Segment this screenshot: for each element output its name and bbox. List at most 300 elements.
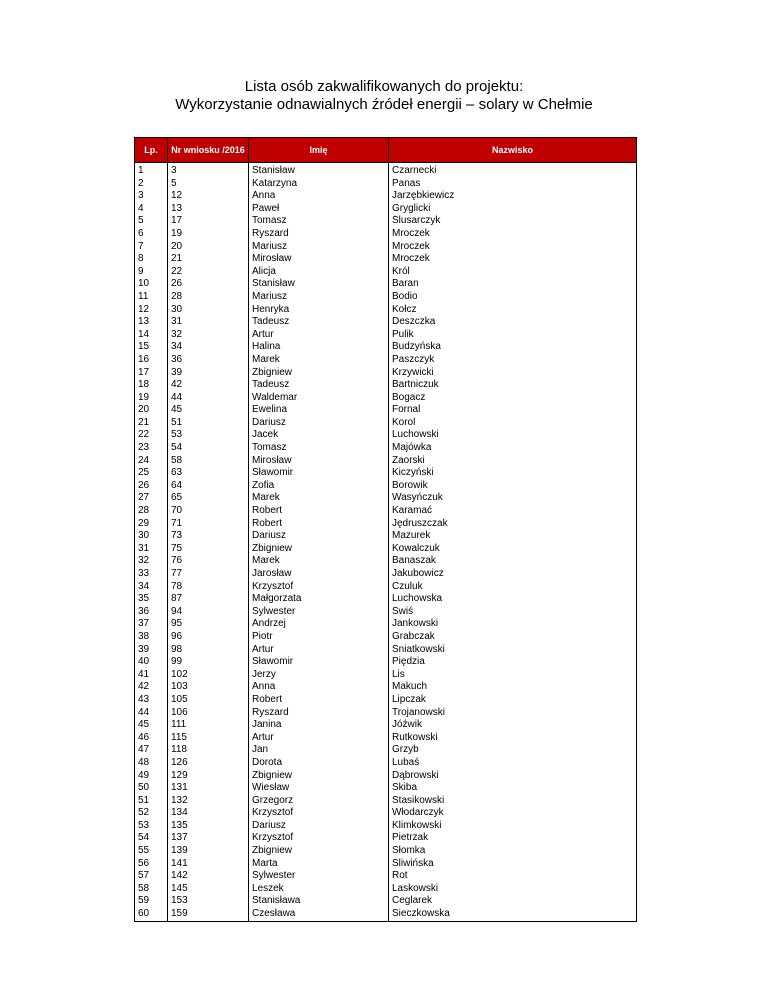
cell-first-name: Ryszard (249, 228, 389, 241)
cell-first-name: Katarzyna (249, 178, 389, 191)
cell-last-name: Jóźwik (389, 719, 637, 732)
cell-lp: 18 (135, 379, 168, 392)
cell-application-number: 129 (168, 770, 249, 783)
cell-first-name: Tomasz (249, 215, 389, 228)
cell-last-name: Mroczek (389, 241, 637, 254)
table-row (135, 782, 637, 795)
cell-lp: 22 (135, 429, 168, 442)
cell-lp: 54 (135, 832, 168, 845)
cell-last-name: Zaorski (389, 455, 637, 468)
cell-last-name: Mroczek (389, 228, 637, 241)
cell-last-name: Majówka (389, 442, 637, 455)
cell-lp: 29 (135, 518, 168, 531)
cell-first-name: Mirosław (249, 455, 389, 468)
cell-first-name: Marek (249, 492, 389, 505)
cell-last-name: Pulik (389, 329, 637, 342)
cell-last-name: Ślusarczyk (389, 215, 637, 228)
cell-last-name: Czarnecki (389, 165, 637, 178)
cell-first-name: Leszek (249, 883, 389, 896)
cell-application-number: 126 (168, 757, 249, 770)
header-application-number: Nr wniosku /2016 (168, 138, 249, 163)
cell-last-name: Makuch (389, 681, 637, 694)
cell-lp: 25 (135, 467, 168, 480)
cell-application-number: 42 (168, 379, 249, 392)
cell-lp: 57 (135, 870, 168, 883)
cell-last-name: Czuluk (389, 581, 637, 594)
document-title (0, 78, 768, 114)
table-row (135, 707, 637, 720)
cell-last-name: Karamać (389, 505, 637, 518)
cell-first-name: Jan (249, 744, 389, 757)
cell-lp: 3 (135, 190, 168, 203)
cell-first-name: Krzysztof (249, 807, 389, 820)
cell-last-name: Śniatkowski (389, 644, 637, 657)
cell-application-number: 54 (168, 442, 249, 455)
cell-lp: 49 (135, 770, 168, 783)
cell-lp: 48 (135, 757, 168, 770)
table-row (135, 807, 637, 820)
table-row (135, 329, 637, 342)
cell-lp: 4 (135, 203, 168, 216)
table-row (135, 492, 637, 505)
table-row (135, 744, 637, 757)
cell-lp: 24 (135, 455, 168, 468)
cell-first-name: Marek (249, 555, 389, 568)
cell-lp: 60 (135, 908, 168, 921)
cell-last-name: Włodarczyk (389, 807, 637, 820)
cell-application-number: 102 (168, 669, 249, 682)
cell-application-number: 75 (168, 543, 249, 556)
cell-last-name: Kowalczuk (389, 543, 637, 556)
cell-lp: 6 (135, 228, 168, 241)
cell-first-name: Małgorzata (249, 593, 389, 606)
cell-application-number: 26 (168, 278, 249, 291)
cell-application-number: 53 (168, 429, 249, 442)
cell-first-name: Artur (249, 329, 389, 342)
cell-last-name: Mroczek (389, 253, 637, 266)
cell-first-name: Ryszard (249, 707, 389, 720)
cell-last-name: Mazurek (389, 530, 637, 543)
cell-last-name: Krzywicki (389, 367, 637, 380)
cell-first-name: Robert (249, 694, 389, 707)
table-row (135, 480, 637, 493)
cell-lp: 46 (135, 732, 168, 745)
cell-application-number: 71 (168, 518, 249, 531)
cell-last-name: Król (389, 266, 637, 279)
cell-first-name: Ewelina (249, 404, 389, 417)
cell-first-name: Stanisława (249, 895, 389, 908)
cell-first-name: Grzegorz (249, 795, 389, 808)
table-row (135, 253, 637, 266)
cell-application-number: 45 (168, 404, 249, 417)
cell-first-name: Stanisław (249, 278, 389, 291)
cell-application-number: 105 (168, 694, 249, 707)
table-row (135, 241, 637, 254)
cell-last-name: Pietrzak (389, 832, 637, 845)
cell-application-number: 134 (168, 807, 249, 820)
table-row (135, 530, 637, 543)
table-row (135, 883, 637, 896)
cell-lp: 44 (135, 707, 168, 720)
cell-first-name: Robert (249, 518, 389, 531)
cell-first-name: Sławomir (249, 467, 389, 480)
cell-application-number: 142 (168, 870, 249, 883)
cell-lp: 38 (135, 631, 168, 644)
cell-lp: 8 (135, 253, 168, 266)
table-row (135, 618, 637, 631)
cell-application-number: 34 (168, 341, 249, 354)
cell-application-number: 115 (168, 732, 249, 745)
table-row (135, 316, 637, 329)
cell-lp: 11 (135, 291, 168, 304)
cell-first-name: Tadeusz (249, 316, 389, 329)
cell-last-name: Kiczyński (389, 467, 637, 480)
cell-first-name: Artur (249, 732, 389, 745)
table-row (135, 555, 637, 568)
cell-application-number: 103 (168, 681, 249, 694)
cell-last-name: Budzyńska (389, 341, 637, 354)
cell-last-name: Stasikowski (389, 795, 637, 808)
cell-first-name: Sylwester (249, 606, 389, 619)
table-row (135, 770, 637, 783)
table-row (135, 820, 637, 833)
table-row (135, 367, 637, 380)
cell-application-number: 135 (168, 820, 249, 833)
cell-application-number: 145 (168, 883, 249, 896)
table-row (135, 832, 637, 845)
cell-last-name: Grabczak (389, 631, 637, 644)
cell-lp: 56 (135, 858, 168, 871)
table-row (135, 757, 637, 770)
table-row (135, 795, 637, 808)
cell-last-name: Słomka (389, 845, 637, 858)
cell-first-name: Anna (249, 190, 389, 203)
cell-application-number: 87 (168, 593, 249, 606)
table-row (135, 518, 637, 531)
cell-last-name: Luchowska (389, 593, 637, 606)
cell-last-name: Baran (389, 278, 637, 291)
cell-application-number: 111 (168, 719, 249, 732)
cell-application-number: 99 (168, 656, 249, 669)
cell-first-name: Anna (249, 681, 389, 694)
cell-last-name: Dąbrowski (389, 770, 637, 783)
cell-lp: 34 (135, 581, 168, 594)
cell-first-name: Dariusz (249, 417, 389, 430)
cell-first-name: Jerzy (249, 669, 389, 682)
table-row (135, 354, 637, 367)
table-row (135, 732, 637, 745)
cell-last-name: Świś (389, 606, 637, 619)
cell-application-number: 3 (168, 165, 249, 178)
cell-application-number: 19 (168, 228, 249, 241)
cell-application-number: 98 (168, 644, 249, 657)
cell-application-number: 65 (168, 492, 249, 505)
table-row (135, 404, 637, 417)
table-row (135, 304, 637, 317)
cell-last-name: Wasyńczuk (389, 492, 637, 505)
table-row (135, 870, 637, 883)
cell-lp: 30 (135, 530, 168, 543)
cell-last-name: Trojanowski (389, 707, 637, 720)
header-lp: Lp. (135, 138, 168, 163)
cell-lp: 21 (135, 417, 168, 430)
table-row (135, 568, 637, 581)
cell-application-number: 22 (168, 266, 249, 279)
cell-last-name: Śliwińska (389, 858, 637, 871)
cell-lp: 43 (135, 694, 168, 707)
cell-application-number: 17 (168, 215, 249, 228)
cell-lp: 15 (135, 341, 168, 354)
cell-last-name: Jędruszczak (389, 518, 637, 531)
cell-application-number: 73 (168, 530, 249, 543)
cell-last-name: Bogacz (389, 392, 637, 405)
cell-last-name: Borowik (389, 480, 637, 493)
cell-last-name: Lis (389, 669, 637, 682)
table-row (135, 442, 637, 455)
table-row (135, 895, 637, 908)
cell-lp: 26 (135, 480, 168, 493)
table-row (135, 845, 637, 858)
cell-lp: 13 (135, 316, 168, 329)
cell-application-number: 36 (168, 354, 249, 367)
cell-first-name: Dariusz (249, 530, 389, 543)
cell-application-number: 76 (168, 555, 249, 568)
cell-first-name: Andrzej (249, 618, 389, 631)
table-row (135, 417, 637, 430)
cell-application-number: 39 (168, 367, 249, 380)
cell-first-name: Stanisław (249, 165, 389, 178)
table-row (135, 543, 637, 556)
cell-first-name: Sławomir (249, 656, 389, 669)
cell-application-number: 77 (168, 568, 249, 581)
cell-lp: 52 (135, 807, 168, 820)
cell-lp: 33 (135, 568, 168, 581)
cell-application-number: 58 (168, 455, 249, 468)
cell-last-name: Kołcz (389, 304, 637, 317)
cell-application-number: 94 (168, 606, 249, 619)
participants-table (134, 137, 637, 922)
cell-last-name: Rutkowski (389, 732, 637, 745)
cell-lp: 31 (135, 543, 168, 556)
cell-application-number: 21 (168, 253, 249, 266)
cell-application-number: 44 (168, 392, 249, 405)
cell-application-number: 132 (168, 795, 249, 808)
cell-lp: 1 (135, 165, 168, 178)
cell-first-name: Zbigniew (249, 367, 389, 380)
cell-application-number: 12 (168, 190, 249, 203)
cell-application-number: 118 (168, 744, 249, 757)
cell-lp: 35 (135, 593, 168, 606)
cell-lp: 41 (135, 669, 168, 682)
table-row (135, 505, 637, 518)
table-row (135, 429, 637, 442)
cell-first-name: Henryka (249, 304, 389, 317)
cell-lp: 58 (135, 883, 168, 896)
cell-first-name: Artur (249, 644, 389, 657)
cell-lp: 2 (135, 178, 168, 191)
cell-last-name: Paszczyk (389, 354, 637, 367)
cell-application-number: 28 (168, 291, 249, 304)
cell-application-number: 153 (168, 895, 249, 908)
table-row (135, 606, 637, 619)
cell-application-number: 78 (168, 581, 249, 594)
cell-first-name: Mariusz (249, 291, 389, 304)
header-row (135, 138, 637, 163)
cell-first-name: Dariusz (249, 820, 389, 833)
table-row (135, 644, 637, 657)
table-header (135, 138, 637, 163)
cell-first-name: Zbigniew (249, 845, 389, 858)
cell-lp: 20 (135, 404, 168, 417)
cell-application-number: 106 (168, 707, 249, 720)
cell-first-name: Sylwester (249, 870, 389, 883)
cell-first-name: Marek (249, 354, 389, 367)
cell-first-name: Piotr (249, 631, 389, 644)
cell-first-name: Zbigniew (249, 543, 389, 556)
table-row (135, 467, 637, 480)
cell-lp: 23 (135, 442, 168, 455)
cell-first-name: Krzysztof (249, 832, 389, 845)
cell-application-number: 139 (168, 845, 249, 858)
cell-application-number: 96 (168, 631, 249, 644)
cell-first-name: Alicja (249, 266, 389, 279)
header-first-name: Imię (249, 138, 389, 163)
table-row (135, 694, 637, 707)
cell-application-number: 31 (168, 316, 249, 329)
table-row (135, 228, 637, 241)
cell-first-name: Krzysztof (249, 581, 389, 594)
cell-last-name: Sieczkowska (389, 908, 637, 921)
cell-application-number: 70 (168, 505, 249, 518)
cell-application-number: 5 (168, 178, 249, 191)
cell-first-name: Dorota (249, 757, 389, 770)
cell-last-name: Laskowski (389, 883, 637, 896)
cell-lp: 42 (135, 681, 168, 694)
title-line-2: Wykorzystanie odnawialnych źródeł energii – solary w Chełmie (175, 96, 593, 113)
cell-lp: 17 (135, 367, 168, 380)
cell-application-number: 13 (168, 203, 249, 216)
table-row (135, 291, 637, 304)
cell-lp: 16 (135, 354, 168, 367)
table-row (135, 203, 637, 216)
table-row (135, 593, 637, 606)
cell-last-name: Bartniczuk (389, 379, 637, 392)
table-row (135, 719, 637, 732)
table-row (135, 178, 637, 191)
cell-first-name: Mirosław (249, 253, 389, 266)
cell-lp: 37 (135, 618, 168, 631)
cell-lp: 47 (135, 744, 168, 757)
table-row (135, 631, 637, 644)
cell-last-name: Deszczka (389, 316, 637, 329)
cell-first-name: Tomasz (249, 442, 389, 455)
cell-application-number: 51 (168, 417, 249, 430)
cell-last-name: Lipczak (389, 694, 637, 707)
cell-first-name: Robert (249, 505, 389, 518)
cell-last-name: Jankowski (389, 618, 637, 631)
cell-application-number: 131 (168, 782, 249, 795)
cell-first-name: Mariusz (249, 241, 389, 254)
cell-lp: 9 (135, 266, 168, 279)
cell-last-name: Bodio (389, 291, 637, 304)
cell-application-number: 141 (168, 858, 249, 871)
cell-application-number: 63 (168, 467, 249, 480)
cell-last-name: Grzyb (389, 744, 637, 757)
table-row (135, 341, 637, 354)
cell-first-name: Czesława (249, 908, 389, 921)
cell-last-name: Luchowski (389, 429, 637, 442)
cell-lp: 14 (135, 329, 168, 342)
cell-lp: 50 (135, 782, 168, 795)
cell-lp: 36 (135, 606, 168, 619)
table-row (135, 278, 637, 291)
cell-first-name: Janina (249, 719, 389, 732)
cell-first-name: Jarosław (249, 568, 389, 581)
cell-last-name: Jarzębkiewicz (389, 190, 637, 203)
cell-last-name: Gryglicki (389, 203, 637, 216)
cell-lp: 28 (135, 505, 168, 518)
cell-first-name: Jacek (249, 429, 389, 442)
cell-first-name: Zbigniew (249, 770, 389, 783)
table-body (135, 163, 637, 922)
cell-last-name: Jakubowicz (389, 568, 637, 581)
cell-last-name: Korol (389, 417, 637, 430)
cell-first-name: Waldemar (249, 392, 389, 405)
cell-last-name: Ceglarek (389, 895, 637, 908)
cell-first-name: Tadeusz (249, 379, 389, 392)
cell-application-number: 32 (168, 329, 249, 342)
cell-lp: 19 (135, 392, 168, 405)
cell-first-name: Halina (249, 341, 389, 354)
table-row (135, 656, 637, 669)
cell-last-name: Banaszak (389, 555, 637, 568)
table-row (135, 858, 637, 871)
cell-last-name: Klimkowski (389, 820, 637, 833)
table-row (135, 379, 637, 392)
cell-lp: 10 (135, 278, 168, 291)
table-row (135, 908, 637, 921)
cell-application-number: 95 (168, 618, 249, 631)
cell-last-name: Piędzia (389, 656, 637, 669)
table-row (135, 215, 637, 228)
table-row (135, 190, 637, 203)
table-row (135, 669, 637, 682)
cell-first-name: Marta (249, 858, 389, 871)
cell-first-name: Paweł (249, 203, 389, 216)
cell-last-name: Rot (389, 870, 637, 883)
cell-application-number: 159 (168, 908, 249, 921)
cell-application-number: 137 (168, 832, 249, 845)
cell-first-name: Zofia (249, 480, 389, 493)
table-row (135, 392, 637, 405)
cell-application-number: 30 (168, 304, 249, 317)
cell-application-number: 64 (168, 480, 249, 493)
cell-lp: 59 (135, 895, 168, 908)
cell-lp: 32 (135, 555, 168, 568)
cell-last-name: Fornal (389, 404, 637, 417)
table-row (135, 681, 637, 694)
cell-lp: 51 (135, 795, 168, 808)
table-row (135, 165, 637, 178)
cell-lp: 39 (135, 644, 168, 657)
title-line-1: Lista osób zakwalifikowanych do projektu: (244, 78, 524, 95)
cell-lp: 5 (135, 215, 168, 228)
cell-lp: 40 (135, 656, 168, 669)
cell-lp: 53 (135, 820, 168, 833)
cell-application-number: 20 (168, 241, 249, 254)
cell-first-name: Wiesław (249, 782, 389, 795)
cell-lp: 55 (135, 845, 168, 858)
